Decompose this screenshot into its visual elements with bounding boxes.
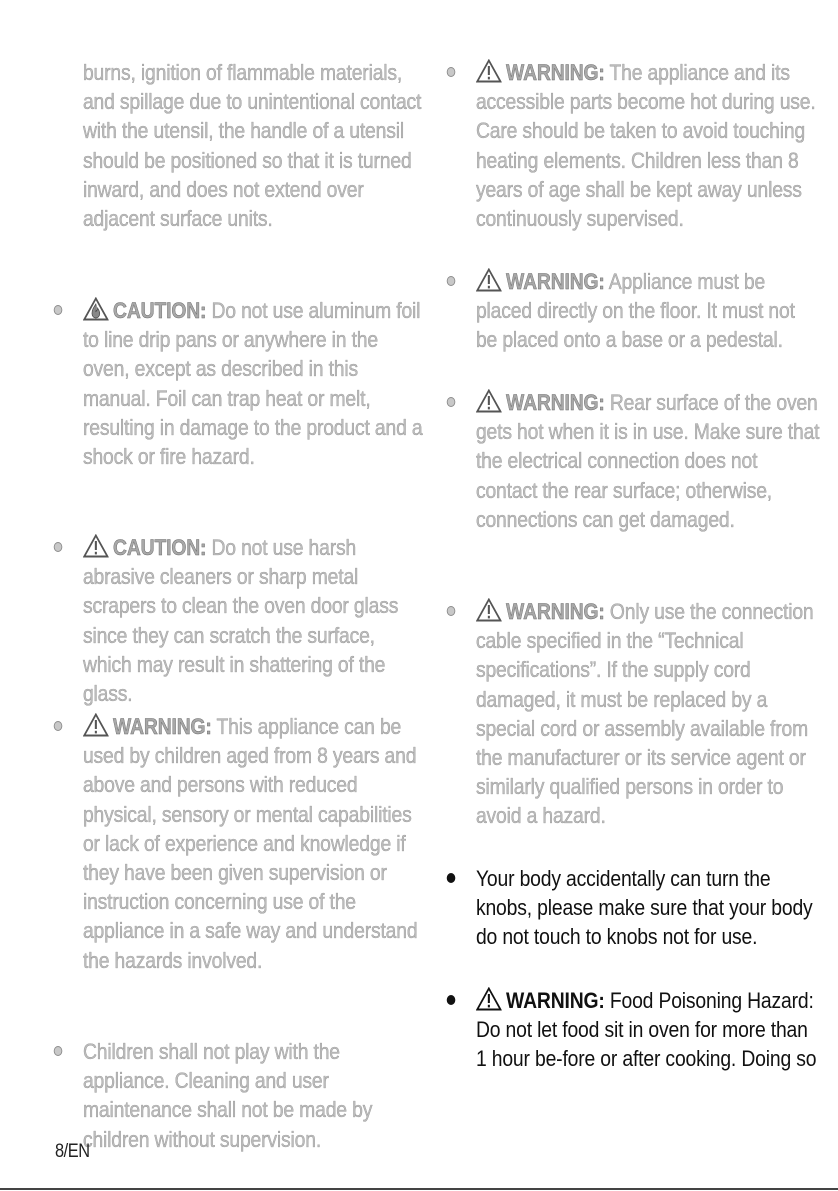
page-number: 8/EN <box>55 1141 90 1162</box>
warning-triangle-icon <box>476 598 502 622</box>
caution-label: CAUTION: <box>113 535 207 560</box>
warning-label: WARNING: <box>506 60 605 85</box>
warning-triangle-icon <box>83 713 109 737</box>
warning-triangle-icon <box>476 389 502 413</box>
bullet-icon <box>54 1046 63 1056</box>
warning-label: WARNING: <box>506 988 605 1013</box>
right-column <box>445 58 820 1103</box>
list-item-warning-food-poisoning <box>445 986 821 1103</box>
paragraph-text: Food Poisoning Hazard: Do not let food sit in oven for more than 1 hour be-fore or after cooking. Doing so <box>475 988 817 1072</box>
list-item-knobs <box>445 864 821 981</box>
paragraph-text: Appliance must be placed directly on the floor. It must not be placed onto a base or a pedestal. <box>475 269 795 353</box>
warning-triangle-icon <box>83 534 109 558</box>
warning-triangle-icon <box>476 59 502 83</box>
paragraph-text: Children shall not play with the appliance. Cleaning and user maintenance shall not be made by children without supervision. <box>82 1039 373 1152</box>
caution-label: CAUTION: <box>113 298 207 323</box>
bullet-icon <box>447 276 456 286</box>
bullet-icon <box>447 397 456 407</box>
list-item-utensil-handle <box>52 58 428 291</box>
paragraph-text: This appliance can be used by children aged from 8 years and above and persons with reduced physical, sensory or mental capabilities or lack of experience and knowledge if they have been given supervision or instruction concerning use of the appliance in a safe way and understand the hazards involved. <box>82 714 418 973</box>
warning-label: WARNING: <box>113 714 212 739</box>
bottom-rule <box>0 1188 838 1190</box>
paragraph-text: Your body accidentally can turn the knobs, please make sure that your body do not touch to knobs not for use. <box>475 866 813 950</box>
list-item-children-play <box>52 1037 428 1154</box>
paragraph-text: Rear surface of the oven gets hot when it is in use. Make sure that the electrical connection does not contact the rear surface; otherwise, connections can get damaged. <box>475 390 820 532</box>
list-item-warning-cable <box>445 597 821 860</box>
warning-triangle-icon <box>476 268 502 292</box>
bullet-icon <box>447 606 456 616</box>
warning-triangle-icon <box>476 987 502 1011</box>
paragraph-text: Only use the connection cable specified in the “Technical specifications”. If the supply cord damaged, it must be replaced by a special cord or assembly available from the manufacturer or its service agent or similarly qualified persons in order to avoid a hazard. <box>475 599 814 829</box>
list-item-warning-children <box>52 712 428 1033</box>
bullet-icon <box>54 721 63 731</box>
paragraph-text: Do not use harsh abrasive cleaners or sharp metal scrapers to clean the oven door glass since they can scratch the surface, which may result in shattering of the glass. <box>82 535 399 707</box>
paragraph-text: Do not use aluminum foil to line drip pans or anywhere in the oven, except as described in this manual. Foil can trap heat or melt, resulting in damage to the product and a shock or fire hazard. <box>82 298 423 470</box>
left-column <box>52 58 423 1154</box>
bullet-icon <box>447 67 456 77</box>
paragraph-text: burns, ignition of flammable materials, and spillage due to unintentional contact with the utensil, the handle of a utensil should be positioned so that it is turned inward, and does not extend over adjacent surface units. <box>82 60 422 232</box>
warning-label: WARNING: <box>506 599 605 624</box>
list-item-caution-foil <box>52 296 428 529</box>
list-item-warning-hot-parts <box>445 58 821 263</box>
bullet-icon <box>54 542 63 552</box>
list-item-caution-abrasive <box>52 533 428 708</box>
paragraph-text: The appliance and its accessible parts become hot during use. Care should be taken to avoid touching heating elements. Children less than 8 years of age shall be kept away unless continuously supervised. <box>475 60 816 232</box>
warning-label: WARNING: <box>506 390 605 415</box>
fire-hazard-icon <box>83 297 109 321</box>
list-item-warning-floor <box>445 267 821 384</box>
bullet-icon <box>447 995 456 1005</box>
bullet-icon <box>54 305 63 315</box>
bullet-icon <box>447 873 456 883</box>
warning-label: WARNING: <box>506 269 605 294</box>
list-item-warning-rear-surface <box>445 388 821 593</box>
